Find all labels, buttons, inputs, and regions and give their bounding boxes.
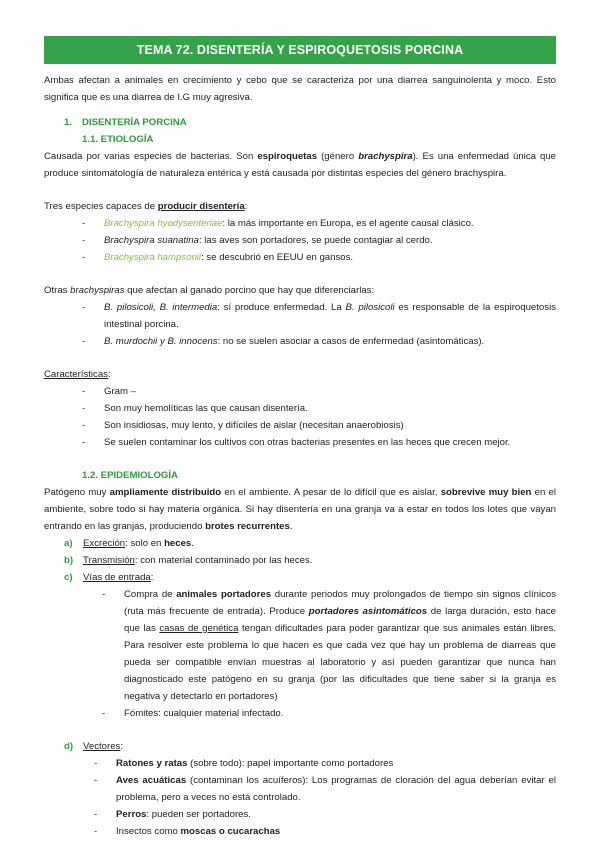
list-item: - Fómites: cualquier material infectado. — [102, 705, 556, 722]
subsection-heading-etiologia: 1.1. ETIOLOGÍA — [82, 134, 154, 145]
list-item-transmision: b) Transmisión: con material contaminado por las heces. — [64, 555, 313, 566]
list-item-excrecion: a) Excreción: solo en heces. — [64, 538, 194, 549]
list-item: - B. pilosicoli, B. intermedia: sí produce enfermedad. La B. pilosicoli es responsable de la espiroquetosis intestinal porcina. — [82, 299, 556, 333]
epidemiologia-list — [44, 535, 556, 586]
list-item: - Aves acuáticas (contaminan los acuíferos): Los programas de cloración del agua deberían evitar el problema, pero a veces no está controlado. — [94, 772, 556, 806]
etiologia-paragraph: Causada por varias especies de bacterias. Son espiroquetas (género brachyspira). Es una enfermedad única que produce sintomatología de naturaleza entérica y está causada por distintas especies del género brachyspira. — [44, 151, 557, 179]
list-item: - Compra de animales portadores durante periodos muy prolongados de tiempo sin signos clínicos (ruta más frecuente de entrada). Produce portadores asintomáticos de larga duración, esto hace que las casas de genética tengan dificultades para poder garantizar que sus animales están libres. Para resolver este problema lo que hacen es que cada vez que hay un problema de diarreas que pueda ser compatible envían muestras al laboratorio y así pueden garantizar que nunca han diagnosticado este patógeno en su granja (por las dificultades que tiene saber si la granja es negativa y detectarlo en portadores) — [102, 586, 556, 705]
otras-list — [44, 299, 556, 350]
epidemiologia-paragraph: Patógeno muy ampliamente distribuido en el ambiente. A pesar de lo difícil que es aislar, sobrevive muy bien en el ambiente, sobre todo si hay materia orgánica. Si hay disentería en una granja va a estar en todos los lotes que vayan entrando en las granjas, produciendo brotes recurrentes. — [44, 487, 556, 532]
list-item: - Son insidiosas, muy lento, y difíciles de aislar (necesitan anaerobiosis) — [82, 417, 556, 434]
list-item: - Gram – — [82, 383, 556, 400]
vias-entrada-list — [44, 586, 556, 722]
list-item-vectores: d) Vectores: — [64, 741, 124, 752]
otras-brachyspiras-intro: Otras brachyspiras que afectan al ganado porcino que hay que diferenciarlas: — [44, 285, 375, 296]
tres-especies-intro: Tres especies capaces de producir disentería: — [44, 201, 248, 212]
list-item-vias-entrada: c) Vías de entrada: — [64, 572, 154, 583]
title-banner: TEMA 72. DISENTERÍA Y ESPIROQUETOSIS PORCINA — [44, 36, 556, 64]
list-item: - Se suelen contaminar los cultivos con otras bacterias presentes en las heces que crecen mejor. — [82, 434, 556, 451]
list-item: - Brachyspira suanatina: las aves son portadores, se puede contagiar al cerdo. — [82, 232, 556, 249]
species-list — [44, 215, 556, 266]
list-item: - Brachyspira hampsonii: se descubrió en EEUU en gansos. — [82, 249, 556, 266]
list-item: - Son muy hemolíticas las que causan disentería. — [82, 400, 556, 417]
caracteristicas-heading: Características: — [44, 369, 111, 380]
caracteristicas-list — [44, 383, 556, 451]
list-item: - Perros: pueden ser portadores. — [94, 806, 556, 823]
document-body — [44, 72, 556, 840]
list-item: - Insectos como moscas o cucarachas — [94, 823, 556, 840]
section-heading-1: 1. DISENTERÍA PORCINA — [64, 117, 187, 128]
vectores-heading-list — [44, 738, 556, 755]
list-item: - Ratones y ratas (sobre todo): papel importante como portadores — [94, 755, 556, 772]
intro-paragraph: Ambas afectan a animales en crecimiento y cebo que se caracteriza por una diarrea sanguinolenta y moco. Esto significa que es una diarrea de I.G muy agresiva. — [44, 75, 556, 103]
list-item: - B. murdochii y B. innocens: no se suelen asociar a casos de enfermedad (asintomáticas). — [82, 333, 556, 350]
subsection-heading-epidemiologia: 1.2. EPIDEMIOLOGÍA — [82, 470, 178, 481]
vectores-list — [44, 755, 556, 840]
list-item: - Brachyspira hyodysenteriae: la más importante en Europa, es el agente causal clásico. — [82, 215, 556, 232]
